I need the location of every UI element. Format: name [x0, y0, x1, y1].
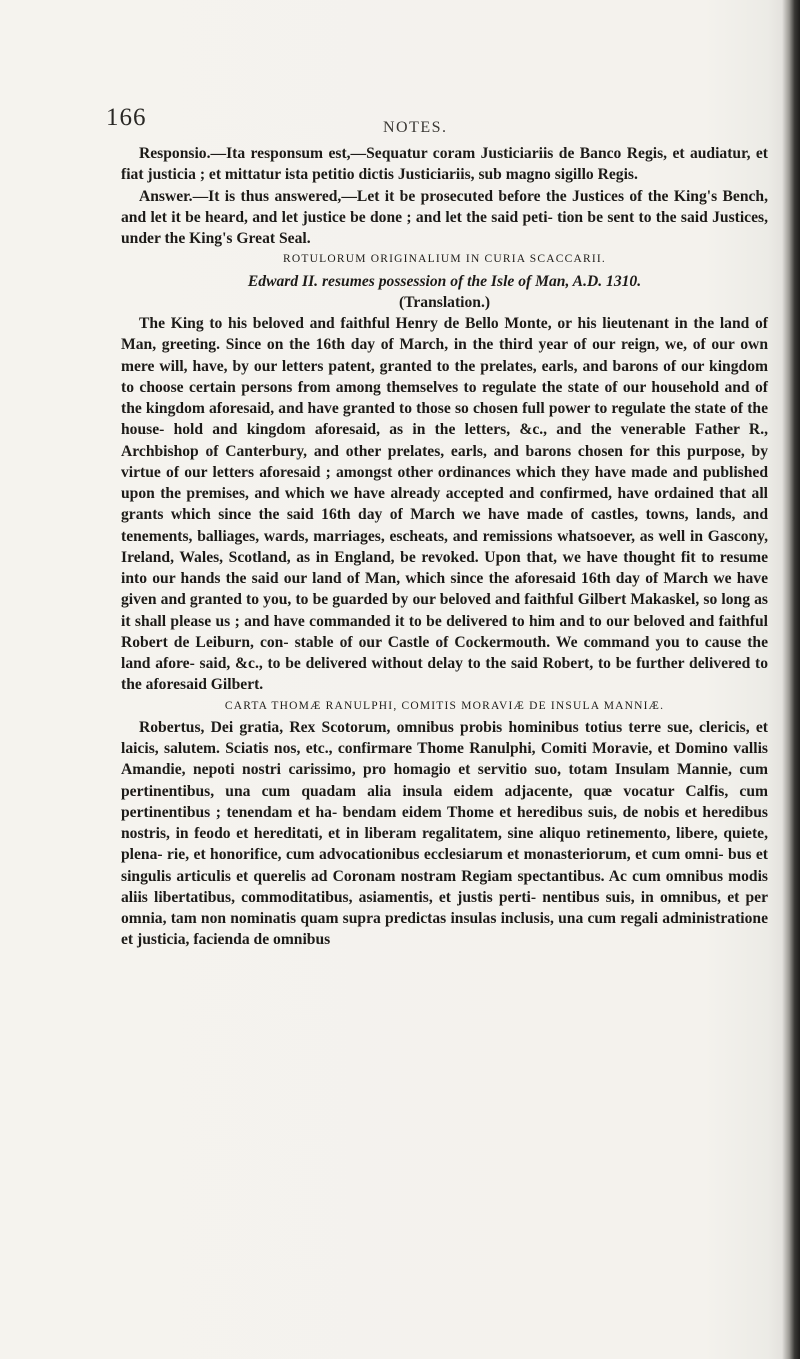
heading-carta: CARTA THOMÆ RANULPHI, COMITIS MORAVIÆ DE INSULA MANNIÆ. [224, 699, 665, 712]
heading-rotulorum: ROTULORUM ORIGINALIUM IN CURIA SCACCARII. [283, 253, 606, 266]
book-spine-shadow [782, 0, 800, 1359]
heading-edward: Edward II. resumes possession of the Isle of Man, A.D. 1310. [247, 272, 642, 290]
paragraph-answer: Answer.—It is thus answered,—Let it be prosecuted before the Justices of the King's Bench, and let it be heard, and let justice be done ; and let the said peti- tion be sent to the said Justices, under the King's Great Seal. [121, 187, 768, 247]
paragraph-king-letter: The King to his beloved and faithful Henry de Bello Monte, or his lieutenant in the land of Man, greeting. Since on the 16th day of March, in the third year of our reign, we, of our own mere will, have, by our letters patent, granted to the prelates, earls, and barons of our kingdom to choose certain persons from among themselves to regulate the state of our household and of the kingdom aforesaid, and have granted to those so chosen full power to regulate the state of the house- hold and kingdom aforesaid, as in the letters, &c., and the venerable Father R., Archbishop of Canterbury, and other prelates, earls, and barons chosen for this purpose, by virtue of our letters aforesaid ; amongst other ordinances which they have made and published upon the premises, and which we have already accepted and confirmed, have ordained that all grants which since the said 16th day of March we have made of castles, towns, lands, and tenements, balliages, wards, marriages, escheats, and remissions whatsoever, as well in Gascony, Ireland, Wales, Scotland, as in England, be revoked. Upon that, we have thought fit to resume into our hands the said our land of Man, which since the aforesaid 16th day of March we have given and granted to you, to be guarded by our beloved and faithful Gilbert Makaskel, so long as it shall please us ; and have commanded it to be delivered to him and to our beloved and faithful Robert de Leiburn, con- stable of our Castle of Cockermouth. We command you to cause the land afore- said, &c., to be delivered without delay to the said Robert, to be further delivered to the aforesaid Gilbert. [121, 315, 768, 694]
paragraph-responsio: Responsio.—Ita responsum est,—Sequatur coram Justiciariis de Banco Regis, et audiatur, et fiat justicia ; et mittatur ista petitio dictis Justiciariis, sub magno sigillo Regis. [121, 145, 768, 184]
page-number: 166 [106, 104, 147, 131]
paragraph-robertus: Robertus, Dei gratia, Rex Scotorum, omnibus probis hominibus totius terre sue, clericis, et laicis, salutem. Sciatis nos, etc., confirmare Thome Ranulphi, Comiti Moravie, et Domino vallis Amandie, nepoti nostri carissimo, pro homagio et servitio suo, totam Insulam Mannie, cum pertinentibus, una cum quadam alia insula eidem adjacente, quæ vocatur Calfis, cum pertinentibus ; tenendam et ha- bendam eidem Thome et heredibus suis, de nobis et heredibus nostris, in feodo et hereditati, et in liberam regalitatem, sine aliquo retinemento, libere, quiete, plena- rie, et honorifice, cum advocationibus ecclesiarum et monasteriorum, et cum omni- bus et singulis articulis et querelis ad Coronam nostram Regiam spectantibus. Ac cum omnibus modis aliis libertatibus, commoditatibus, asiamentis, et justis perti- nentibus suis, in omnibus, et per omnia, tam non nominatis quam supra predictas insulas inclusis, una cum regali administratione et justicia, facienda de omnibus [121, 718, 768, 949]
body-text [121, 143, 768, 951]
running-head: NOTES. [383, 119, 448, 136]
translation-label: (Translation.) [398, 293, 491, 311]
